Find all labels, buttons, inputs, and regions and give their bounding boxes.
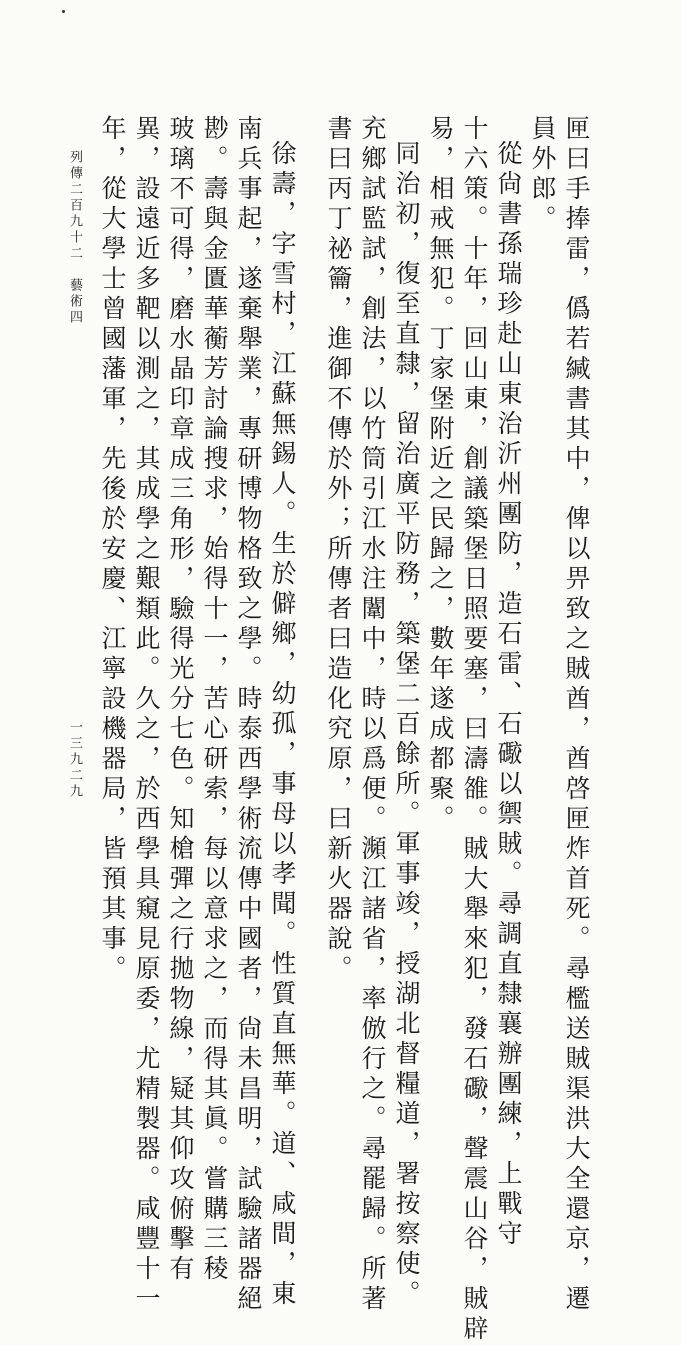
text-column-13: 異，設遠近多靶以測之，其成學之艱類此。久之，於西學具窺見原委，尤精製器。咸豐十一 xyxy=(132,115,161,1315)
text-column-11: 尠。壽與金匱華蘅芳討論搜求，始得十一，苦心研索，每以意求之，而得其眞。嘗購三稜 xyxy=(200,115,229,1285)
text-column-1: 匣曰手捧雷，僞若緘書其中，俾以畀致之賊酋，酋啓匣炸首死。尋檻送賊渠洪大全還京，遷 xyxy=(562,115,591,1315)
text-column-2: 員外郎。 xyxy=(528,115,557,235)
chapter-header: 列傳二百九十二 藝術四 xyxy=(67,150,82,326)
text-column-6: 同治初，復至直隸，留治廣平防務，築堡二百餘所。軍事竣，授湖北督糧道，署按察使。 xyxy=(392,140,421,1310)
text-column-7: 充鄉試監試，創法，以竹筒引江水注闈中，時以爲便。瀕江諸省，率倣行之。尋罷歸。所著 xyxy=(358,115,387,1315)
text-column-5: 易，相戒無犯。丁家堡附近之民歸之，數年遂成都聚。 xyxy=(426,115,455,835)
page-number: 一三九二九 xyxy=(67,720,82,800)
text-column-8: 書曰丙丁祕籥，進御不傳於外；所傳者曰造化究原，曰新火器說。 xyxy=(324,115,353,985)
text-column-3: 從尙書孫瑞珍赴山東治沂州團防，造石雷、石礮以禦賊。尋調直隸襄辦團練，上戰守 xyxy=(494,140,523,1250)
print-speck xyxy=(62,10,65,13)
text-column-4: 十六策。十年，回山東，創議築堡日照要塞，曰濤雒。賊大舉來犯，發石礮，聲震山谷，賊辟 xyxy=(460,115,489,1345)
text-column-10: 南兵事起，遂棄舉業，專研博物格致之學。時泰西學術流傳中國者，尙未昌明，試驗諸器絕 xyxy=(234,115,263,1315)
text-column-14: 年，從大學士曾國藩軍，先後於安慶、江寧設機器局，皆預其事。 xyxy=(98,115,127,985)
text-column-9: 徐壽，字雪村，江蘇無錫人。生於僻鄉，幼孤，事母以孝聞。性質直無華。道、咸間，東 xyxy=(268,140,297,1310)
text-column-12: 玻璃不可得，磨水晶印章成三角形，驗得光分七色。知槍彈之行拋物線，疑其仰攻俯擊有 xyxy=(166,115,195,1285)
